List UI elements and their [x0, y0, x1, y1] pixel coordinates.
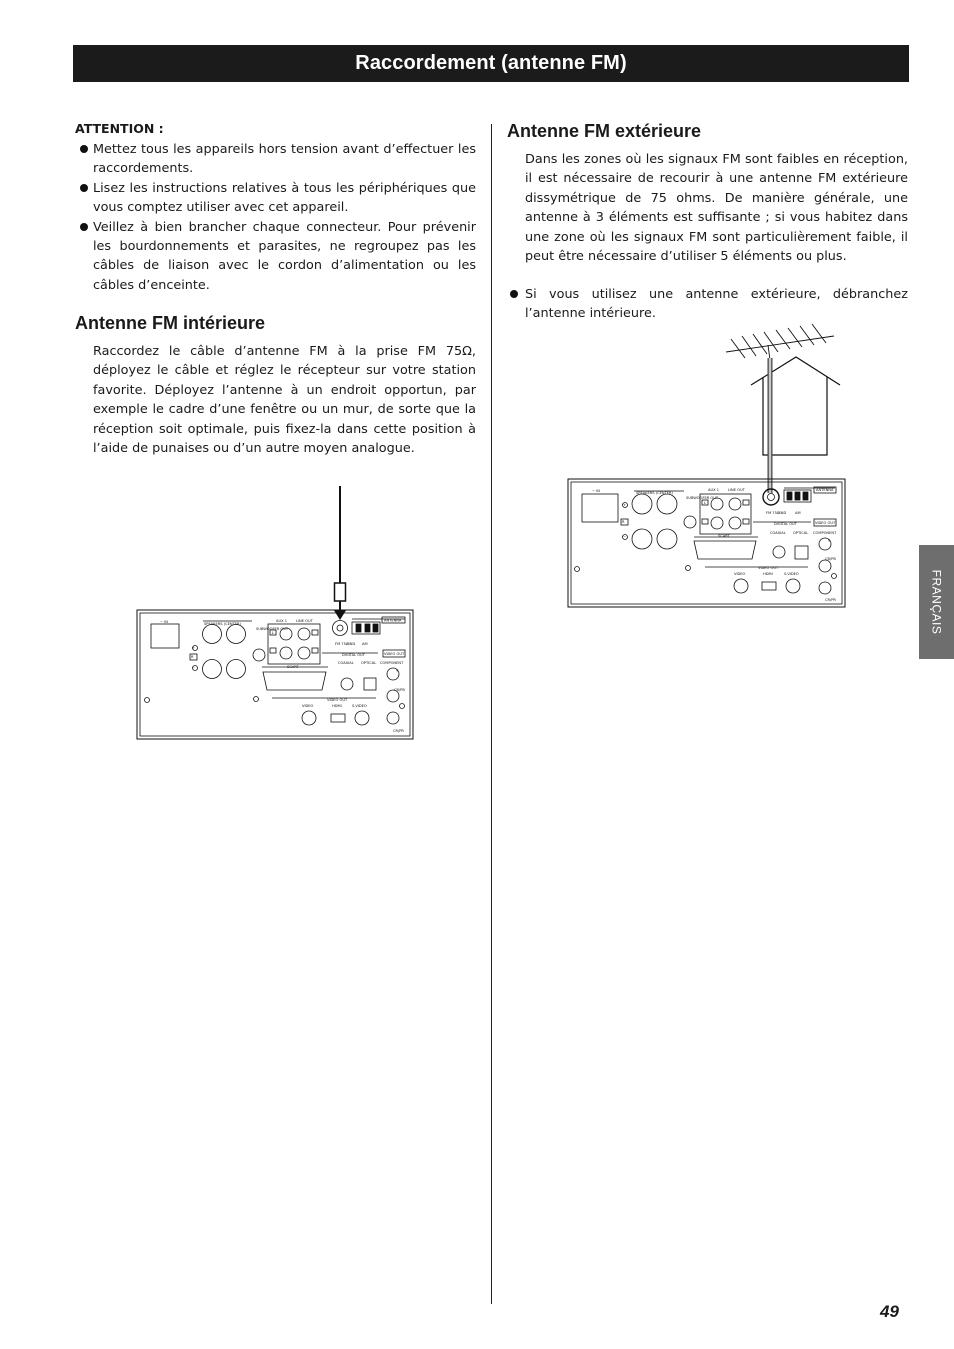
- svg-text:+: +: [192, 646, 196, 650]
- svg-text:CB/PB: CB/PB: [394, 688, 405, 692]
- svg-text:S-VIDEO: S-VIDEO: [352, 704, 367, 708]
- svg-text:GND: GND: [778, 511, 787, 515]
- svg-text:Y: Y: [828, 539, 831, 543]
- language-tab: [919, 545, 954, 659]
- svg-text:AUX 1: AUX 1: [708, 488, 719, 492]
- attention-heading: ATTENTION :: [75, 121, 164, 136]
- house-icon: [751, 357, 840, 455]
- svg-text:AUX 1: AUX 1: [276, 619, 287, 623]
- outdoor-note-item: Si vous utilisez une antenne extérieure, débranchez l’antenne intérieure.: [507, 285, 908, 324]
- svg-text:VIDEO OUT: VIDEO OUT: [815, 521, 836, 525]
- svg-text:HDMI: HDMI: [332, 704, 342, 708]
- svg-text:R: R: [191, 655, 194, 659]
- svg-text:COMPONENT: COMPONENT: [813, 531, 837, 535]
- svg-text:OPTICAL: OPTICAL: [361, 661, 377, 665]
- svg-text:LINE OUT: LINE OUT: [728, 488, 745, 492]
- svg-text:SCART: SCART: [287, 665, 299, 669]
- attention-item-3: Veillez à bien brancher chaque connecteur. Pour prévenir les bourdonnements et parasites, ne regroupez pas les câbles de liaison avec le cordon d’alimentation ou les câbles d’enceinte.: [75, 218, 476, 296]
- svg-text:LINE OUT: LINE OUT: [296, 619, 313, 623]
- svg-text:CB/PB: CB/PB: [825, 557, 836, 561]
- svg-text:~ IN: ~ IN: [592, 489, 600, 493]
- yagi-antenna-icon: [726, 324, 834, 360]
- svg-text:ANTENNA: ANTENNA: [384, 618, 402, 623]
- svg-text:SUBWOOFER OUT: SUBWOOFER OUT: [256, 627, 289, 631]
- svg-text:AM: AM: [362, 642, 368, 646]
- svg-text:DIGITAL OUT: DIGITAL OUT: [774, 522, 797, 526]
- attention-item-2: Lisez les instructions relatives à tous les périphériques que vous comptez utiliser avec cet appareil.: [75, 179, 476, 218]
- language-tab-label: FRANÇAIS: [929, 569, 944, 635]
- indoor-antenna-heading: Antenne FM intérieure: [75, 313, 266, 333]
- attention-item-1: Mettez tous les appareils hors tension avant d’effectuer les raccordements.: [75, 140, 476, 179]
- svg-text:ANTENNA: ANTENNA: [816, 488, 834, 492]
- page-number: 49: [880, 1302, 899, 1321]
- svg-text:FM 75Ω: FM 75Ω: [766, 511, 780, 515]
- svg-text:COMPONENT: COMPONENT: [380, 661, 404, 665]
- svg-text:CR/PR: CR/PR: [825, 598, 836, 602]
- svg-text:SUBWOOFER OUT: SUBWOOFER OUT: [686, 496, 719, 500]
- indoor-antenna-text: Raccordez le câble d’antenne FM à la prise FM 75Ω, déployez le câble et réglez le récepteur sur votre station favorite. Déployez l’antenne à un endroit opportun, par exemple le cadre d’une fenêtre ou un mur, de sorte que la réception soit optimale, puis fixez-la dans cette position à l’aide de punaises ou d’un autre moyen analogue.: [93, 344, 476, 457]
- rear-panel-right-labels: [592, 488, 837, 602]
- svg-text:−: −: [192, 666, 196, 670]
- svg-text:R: R: [622, 520, 625, 524]
- svg-text:CR/PR: CR/PR: [393, 729, 404, 733]
- page-title: Raccordement (antenne FM): [73, 45, 909, 82]
- svg-text:AM: AM: [795, 511, 801, 515]
- svg-text:L: L: [272, 631, 275, 635]
- svg-text:HDMI: HDMI: [763, 572, 773, 576]
- svg-text:+: +: [623, 503, 627, 507]
- outdoor-antenna-text: Dans les zones où les signaux FM sont faibles en réception, il est nécessaire de recourir à une antenne FM extérieure dissymétrique de 75 ohms. De manière générale, une antenne à 3 éléments est suffisante ; si vous habitez dans une zone où les signaux FM sont particulièrement faible, il peut être nécessaire d’utiliser 5 éléments ou plus.: [525, 152, 908, 265]
- svg-text:VIDEO OUT: VIDEO OUT: [327, 698, 348, 702]
- svg-text:DIGITAL OUT: DIGITAL OUT: [342, 653, 365, 657]
- svg-text:−: −: [623, 535, 627, 539]
- svg-text:GND: GND: [347, 642, 356, 646]
- svg-text:VIDEO: VIDEO: [734, 572, 746, 576]
- svg-text:SPEAKERS (CENTER): SPEAKERS (CENTER): [636, 491, 673, 495]
- outdoor-antenna-heading: Antenne FM extérieure: [507, 121, 702, 141]
- svg-text:Y: Y: [396, 669, 399, 673]
- svg-text:VIDEO OUT: VIDEO OUT: [758, 566, 779, 570]
- svg-text:FM 75Ω: FM 75Ω: [335, 642, 349, 646]
- svg-text:SCART: SCART: [718, 534, 730, 538]
- svg-text:COAXIAL: COAXIAL: [338, 661, 354, 665]
- svg-text:~ IN: ~ IN: [160, 620, 168, 624]
- svg-text:L: L: [704, 501, 707, 505]
- svg-text:VIDEO: VIDEO: [302, 704, 314, 708]
- svg-text:VIDEO OUT: VIDEO OUT: [384, 652, 405, 656]
- svg-text:SPEAKERS (CENTER): SPEAKERS (CENTER): [204, 622, 241, 626]
- svg-text:OPTICAL: OPTICAL: [793, 531, 809, 535]
- svg-text:COAXIAL: COAXIAL: [770, 531, 786, 535]
- svg-text:S-VIDEO: S-VIDEO: [784, 572, 799, 576]
